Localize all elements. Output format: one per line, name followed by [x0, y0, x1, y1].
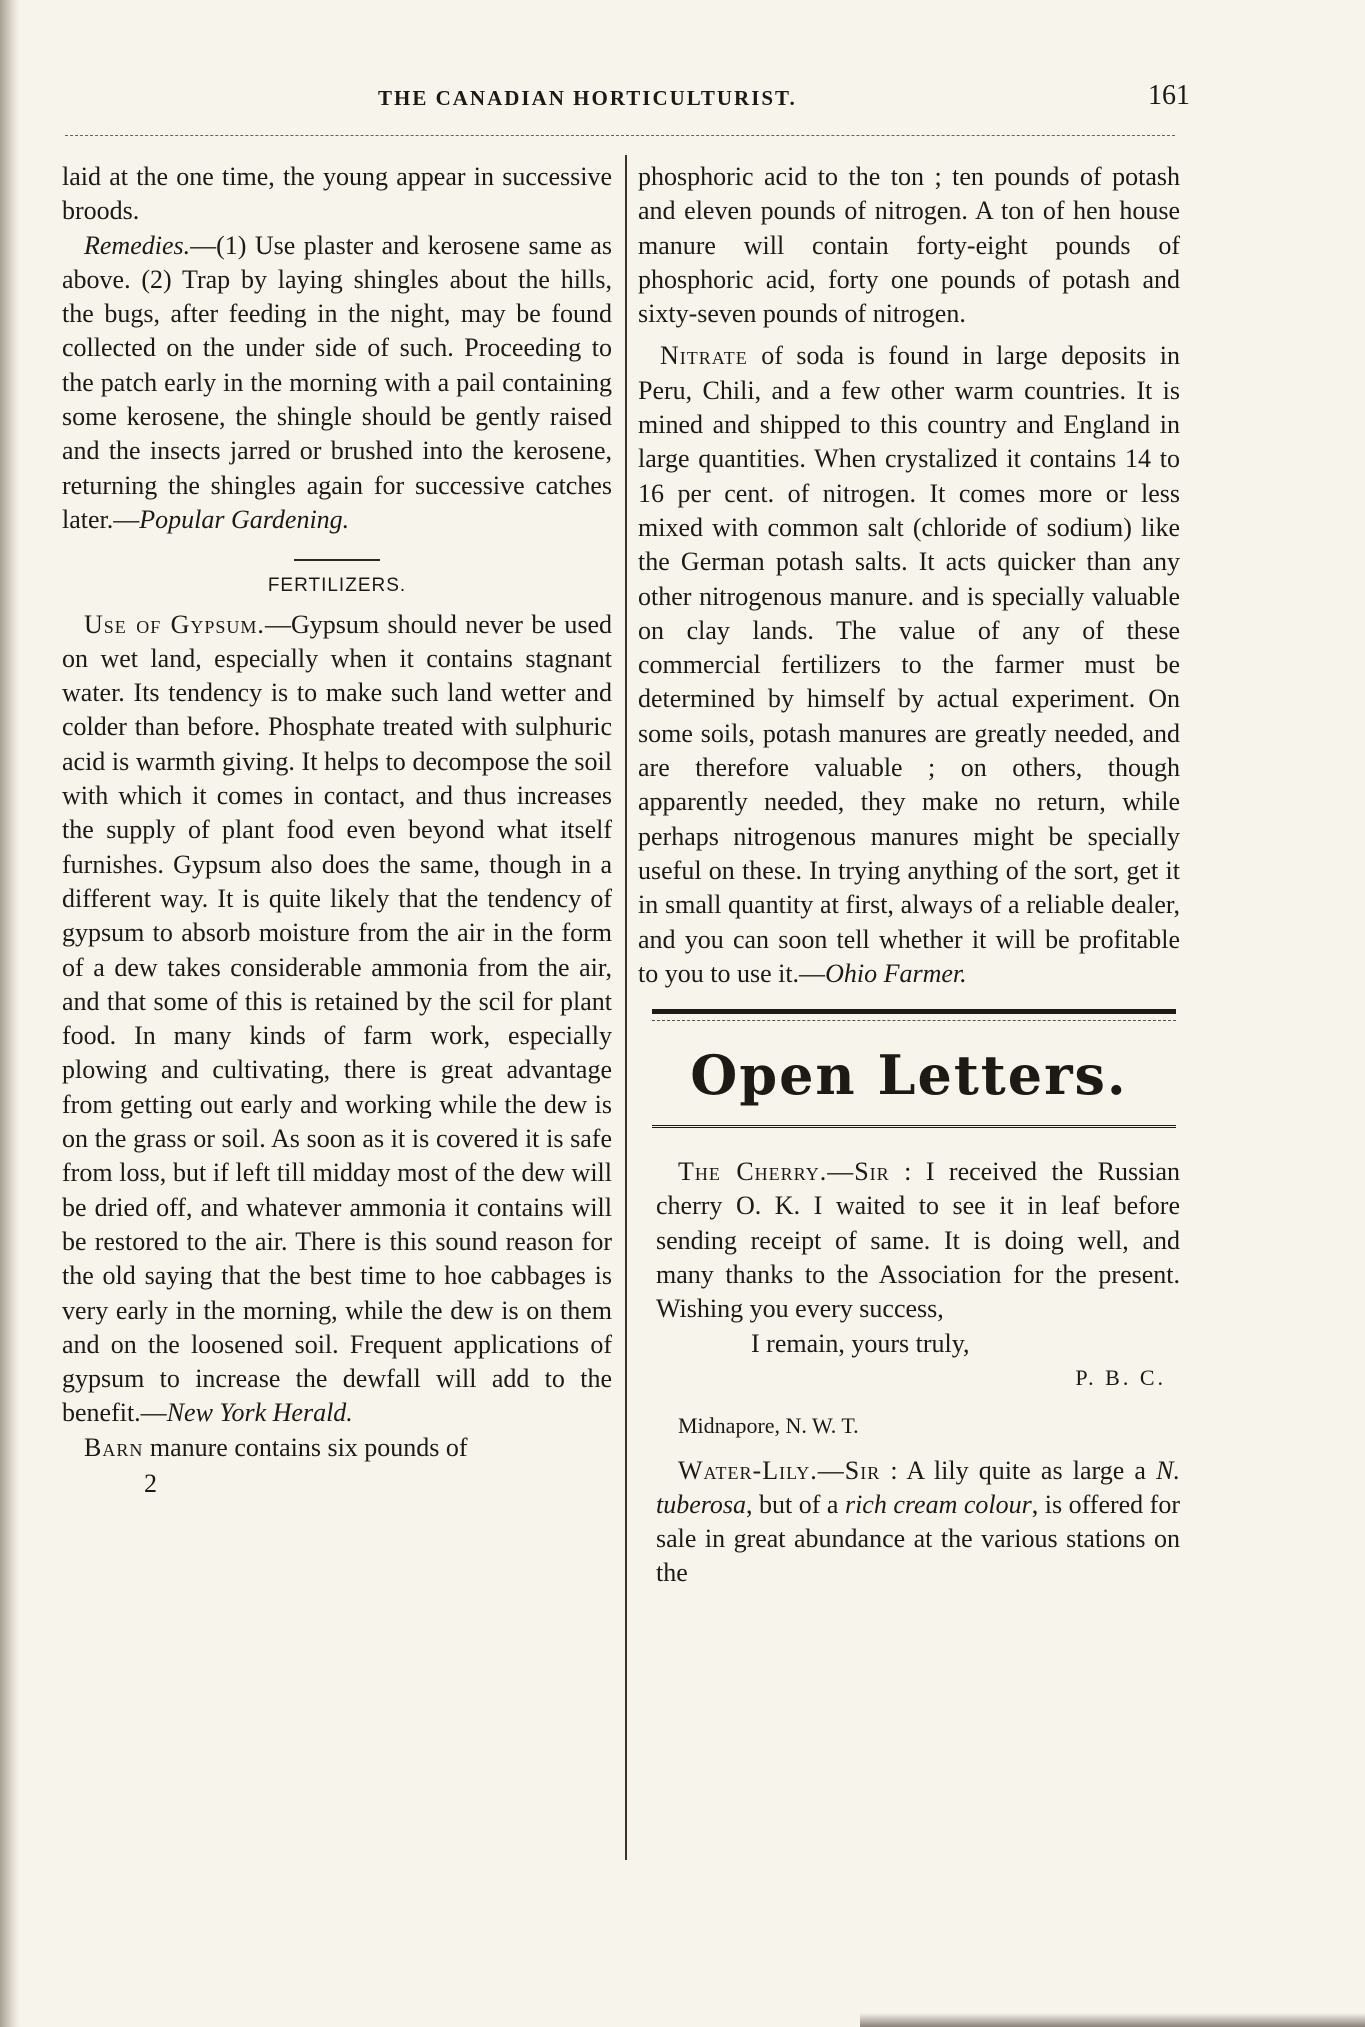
journal-title: THE CANADIAN HORTICULTURIST.	[378, 86, 797, 110]
signature-mark: 2	[144, 1468, 157, 1498]
gypsum-source: New York Herald.	[166, 1398, 353, 1428]
remedies-label: Remedies.	[84, 230, 191, 260]
section-separator	[294, 559, 380, 561]
letter-closing: I remain, yours truly,	[751, 1328, 970, 1358]
letter-cherry	[656, 1155, 1180, 1326]
nitrate-source: Ohio Farmer.	[825, 958, 967, 988]
section-title-open-letters: Open Letters.	[690, 1043, 1128, 1108]
remedies-text: —(1) Use plaster and kerosene same as above. (2) Trap by laying shingles about the hills, the bugs, after feeding in the night, may be found collected on the under side of such. Proceeding to the patch early in the morning with a pail containing some kerosene, the shingle should be gently raised and the insects jarred or brushed into the kerosene, returning the shingles again for successive catches later.—	[62, 230, 612, 534]
letter-water-lily	[656, 1454, 1180, 1591]
lily-text-2: , but of a	[746, 1489, 845, 1519]
lily-species: N. tuberosa	[656, 1455, 1180, 1519]
thick-rule	[652, 1009, 1176, 1014]
gypsum-text: —Gypsum should never be used on wet land, especially when it contains stagnant water. Its tendency is to make such land wetter and colder than before. Phosphate treated with sulphuric acid is warmth giving. It helps to decompose the soil with which it comes in contact, and thus increases the supply of plant food even beyond what itself furnishes. Gypsum also does the same, though in a different way. It is quite likely that the tendency of gypsum to absorb moisture from the air in the form of a dew takes considerable ammonia from the air, and that some of this is retained by the scil for plant food. In many kinds of farm work, especially plowing and cultivating, there is great advantage from getting out early and working while the dew is on the grass or soil. As soon as it is covered it is safe from loss, but if left till midday most of the dew will be dried off, and whatever ammonia it contains will be restored to the air. There is this sound reason for the old saying that the best time to hoe cabbages is very early in the morning, while the dew is on them and on the loosened soil. Frequent applications of gypsum to increase the dewfall will add to the benefit.—	[62, 609, 613, 1428]
paragraph-hen-manure: phosphoric acid to the ton ; ten pounds of potash and eleven pounds of nitrogen. A ton of hen house manure will contain forty-eight pounds of phosphoric acid, forty one pounds of potash and sixty-seven pounds of nitrogen.	[638, 162, 1180, 329]
section-heading-fertilizers: FERTILIZERS.	[267, 575, 407, 597]
lily-text-1: : A lily quite as large a	[880, 1455, 1157, 1485]
nitrate-text: of soda is found in large deposits in Peru, Chili, and a few other warm countries. It is mined and shipped to this country and England in large quantities. When crystalized it contains 14 to 16 per cent. of nitrogen. It comes more or less mixed with common salt (chloride of sodium) like the German potash salts. It acts quicker than any other nitrogenous manure. and is specially valuable on clay lands. The value of any of these commercial fertilizers to the farmer must be determined by himself by actual experiment. On some soils, potash manures are greatly needed, and are therefore valuable ; on others, though apparently needed, they make no return, while perhaps nitrogenous manures might be specially useful on these. In trying anything of the sort, get it in small quantity at first, always of a reliable dealer, and you can soon tell whether it will be profitable to you to use it.—	[638, 341, 1180, 988]
paragraph-nitrate	[638, 339, 1180, 991]
paragraph-broods: laid at the one time, the young appear in successive broods.	[62, 162, 612, 226]
letter-place: Midnapore, N. W. T.	[678, 1413, 859, 1439]
barn-lead: Barn	[84, 1432, 144, 1462]
page-edge-shadow	[0, 0, 20, 2027]
cherry-salutation: —Sir	[827, 1157, 890, 1187]
running-head	[60, 80, 1190, 120]
left-column	[62, 160, 612, 1501]
cherry-text: : I received the Russian cherry O. K. I waited to see it in leaf before sending receipt of same. It is doing well, and many thanks to the Association for the present. Wishing you every success,	[656, 1157, 1181, 1324]
remedies-source: Popular Gardening.	[139, 504, 350, 534]
paragraph-remedies	[62, 229, 612, 538]
header-rule	[65, 135, 1175, 136]
letter-initials: P. B. C.	[1075, 1364, 1166, 1390]
column-divider	[625, 155, 627, 1860]
right-column	[638, 160, 1180, 1591]
cherry-lead: The Cherry.	[678, 1157, 828, 1187]
lily-salutation: —Sir	[817, 1455, 881, 1485]
lily-lead: Water-Lily.	[678, 1455, 818, 1485]
lily-colour: rich cream colour	[844, 1489, 1032, 1519]
gypsum-lead: Use of Gypsum.	[84, 609, 265, 639]
thin-rule	[652, 1020, 1176, 1021]
paragraph-gypsum	[62, 608, 612, 1431]
page-bottom-edge	[860, 2013, 1365, 2027]
paragraph-barn	[62, 1431, 612, 1465]
lily-text-3: , is offered for sale in great abundance at the various stations on the	[656, 1489, 1180, 1588]
page-number: 161	[1148, 80, 1190, 111]
double-rule	[652, 1125, 1176, 1131]
nitrate-lead: Nitrate	[660, 341, 748, 371]
barn-text: manure contains six pounds of	[143, 1432, 468, 1462]
letters-section	[638, 1155, 1180, 1591]
